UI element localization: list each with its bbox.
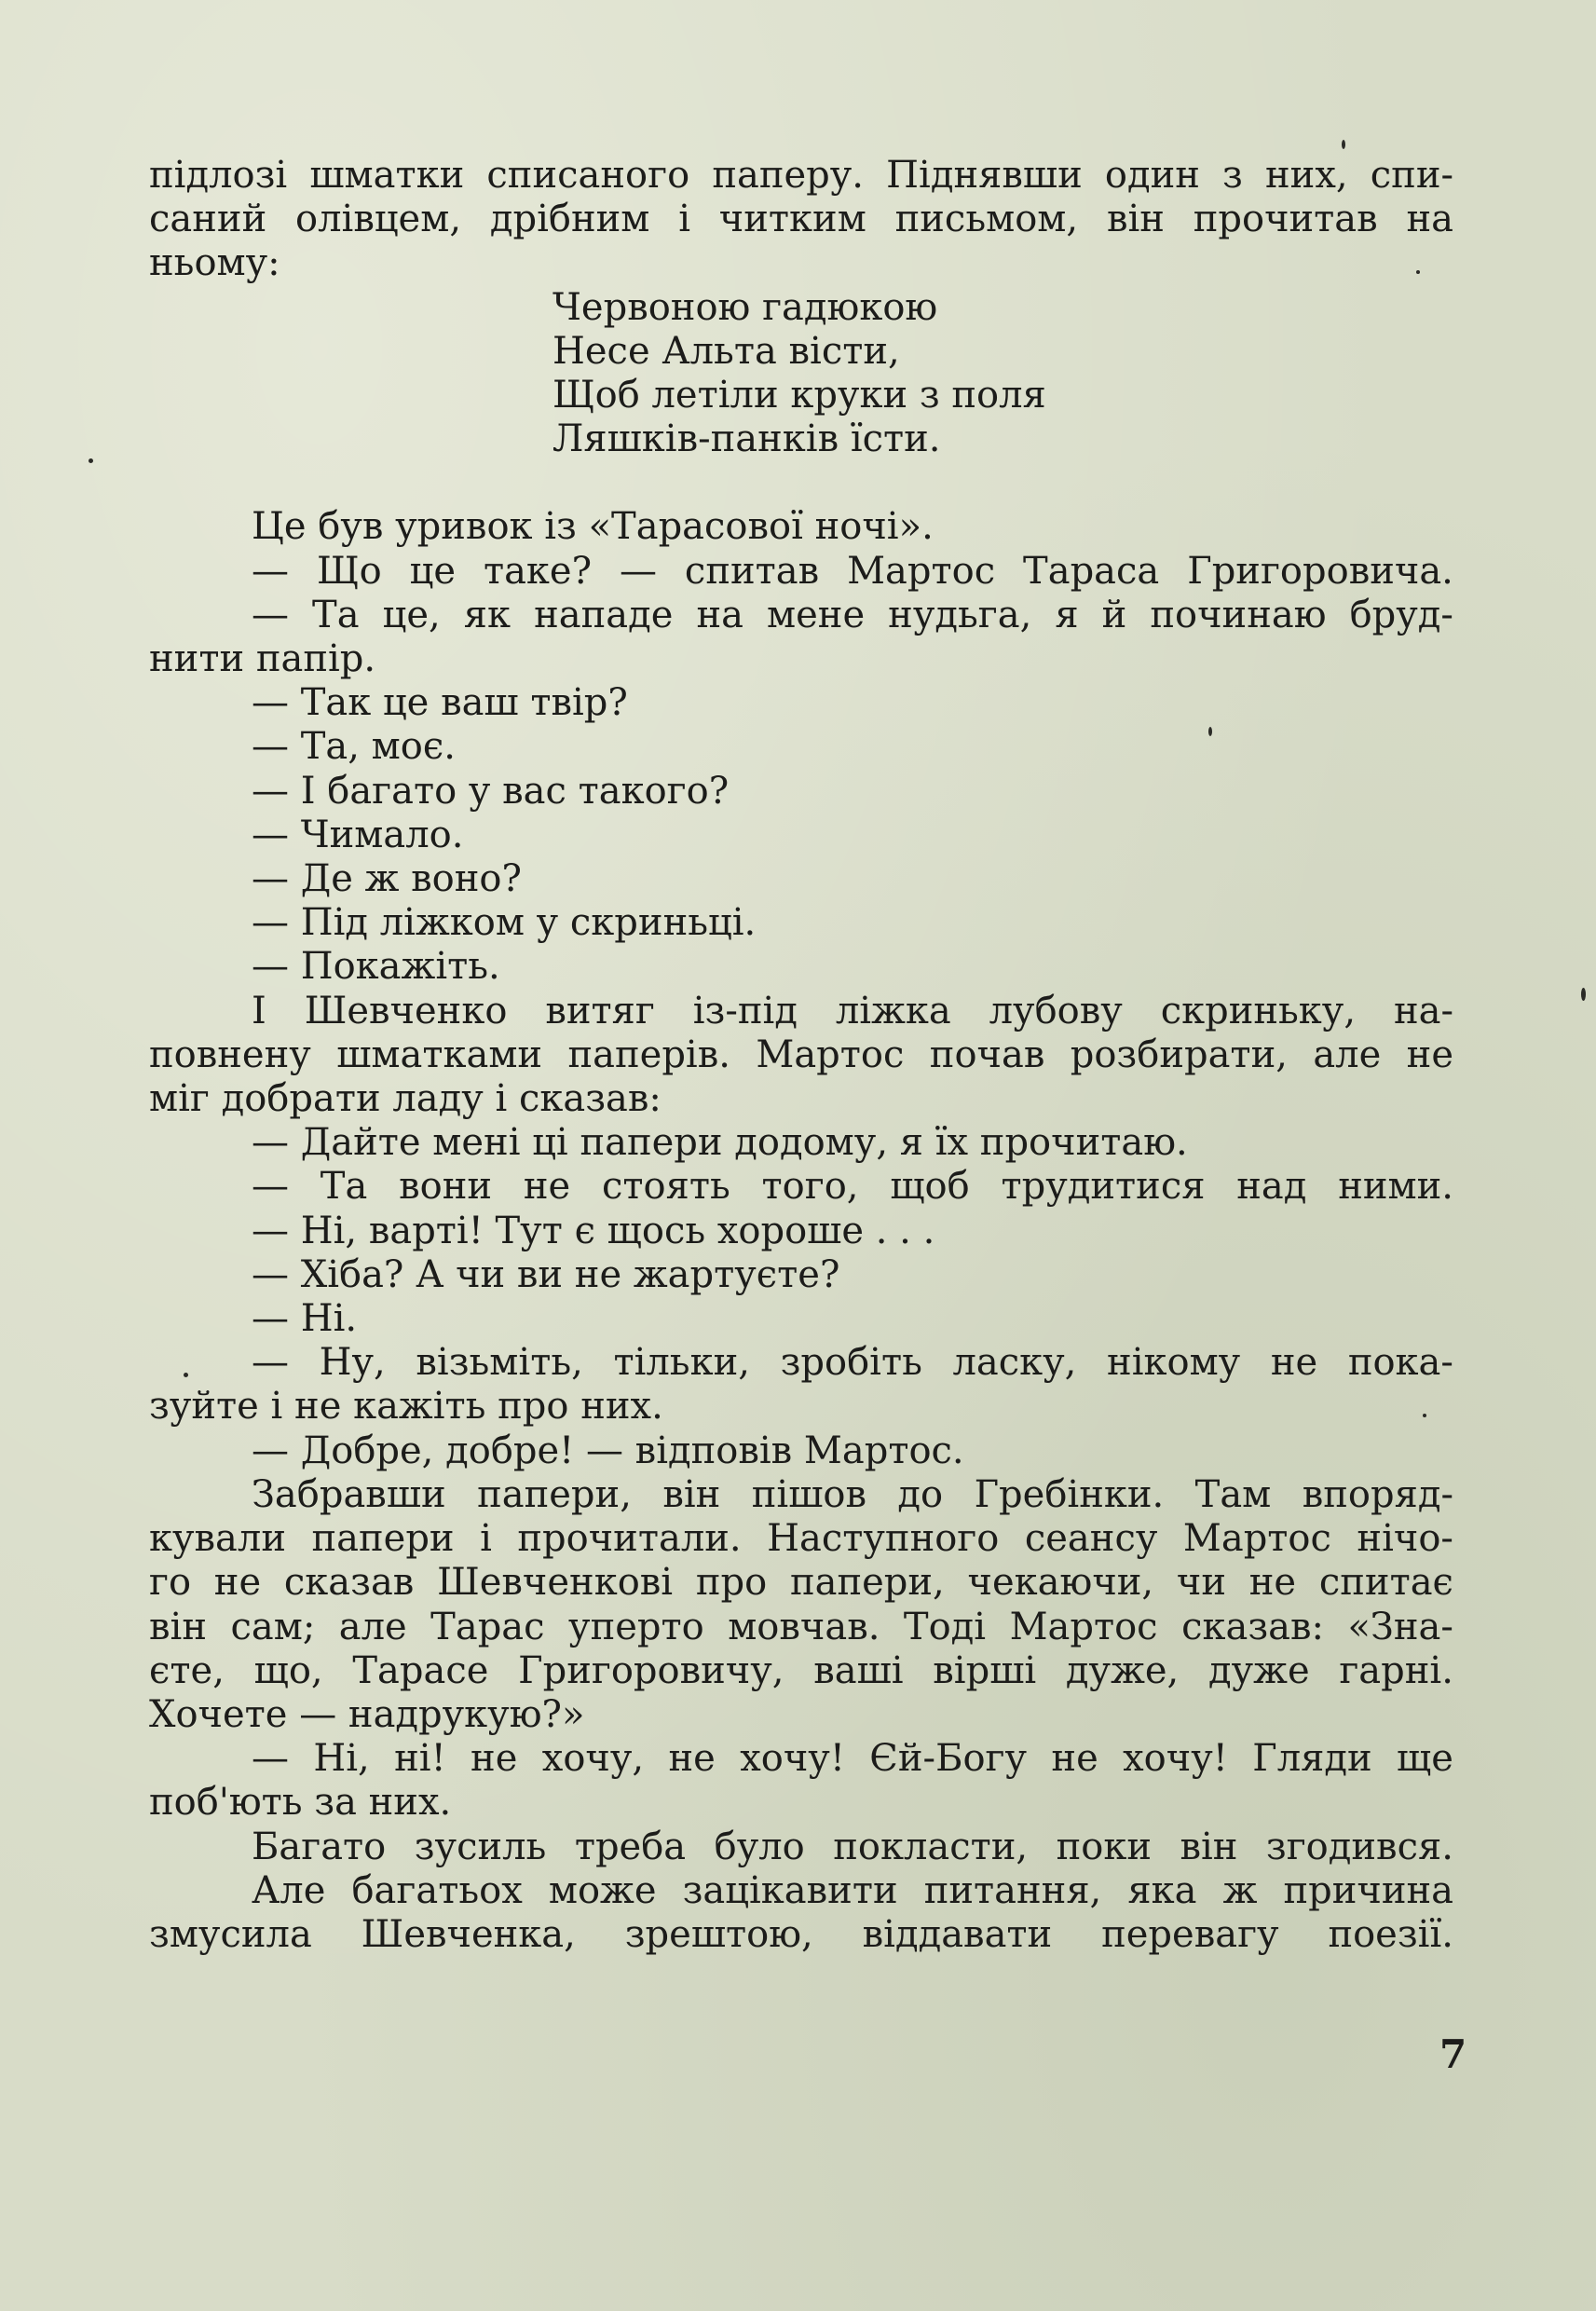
text-line: зуйте і не кажіть про них. xyxy=(149,1385,663,1429)
text-line: — Та, моє. xyxy=(252,725,456,769)
print-speck xyxy=(1342,140,1345,149)
verse-line: Щоб летіли круки з поля xyxy=(552,374,1046,417)
text-line: — Хіба? А чи ви не жартуєте? xyxy=(252,1252,840,1296)
text-line: Забравши папери, він пішов до Гребінки. Там впоряд- xyxy=(252,1472,1453,1516)
text-line: міг добрати ладу і сказав: xyxy=(149,1077,662,1121)
text-line: — Ні, варті! Тут є щось хороше . . . xyxy=(252,1209,935,1252)
page-number: 7 xyxy=(1439,2031,1467,2077)
print-speck xyxy=(1208,727,1212,736)
page-text xyxy=(149,154,1453,1957)
text-line: ньому: xyxy=(149,241,280,285)
verse-line: Ляшків-панків їсти. xyxy=(552,417,941,461)
text-line: — Що це таке? — спитав Мартос Тараса Григоровича. xyxy=(252,549,1453,593)
text-line: саний олівцем, дрібним і читким письмом, він прочитав на xyxy=(149,198,1453,241)
text-line: поб'ють за них. xyxy=(149,1781,452,1825)
print-speck xyxy=(1416,270,1420,274)
print-speck xyxy=(184,1373,188,1377)
text-line: — Та вони не стоять того, щоб трудитися над ними. xyxy=(252,1165,1453,1209)
text-line: Хочете — надрукую?» xyxy=(149,1692,585,1736)
text-line: — Добре, добре! — відповів Мартос. xyxy=(252,1429,964,1472)
text-line: єте, що, Тарасе Григоровичу, ваші вірші дуже, дуже гарні. xyxy=(149,1648,1453,1692)
text-line: — Під ліжком у скриньці. xyxy=(252,901,757,945)
verse-line: Червоною гадюкою xyxy=(552,285,938,329)
text-line: Це був уривок із «Тарасової ночі». xyxy=(252,505,934,549)
verse-quote xyxy=(149,286,1453,462)
text-line: І Шевченко витяг із-під ліжка лубову скриньку, на- xyxy=(252,989,1453,1032)
text-line: — Покажіть. xyxy=(252,945,500,989)
text-line: — Дайте мені ці папери додому, я їх прочитаю. xyxy=(252,1121,1188,1165)
text-line: кували папери і прочитали. Наступного сеансу Мартос нічо- xyxy=(149,1517,1453,1561)
text-line: — І багато у вас такого? xyxy=(252,769,730,813)
text-line: го не сказав Шевченкові про папери, чекаючи, чи не спитає xyxy=(149,1561,1453,1605)
text-line: Багато зусиль треба було покласти, поки він згодився. xyxy=(252,1825,1453,1868)
text-line: повнену шматками паперів. Мартос почав розбирати, але не xyxy=(149,1032,1453,1076)
text-line: — Ні. xyxy=(252,1297,358,1341)
text-line: — Так це ваш твір? xyxy=(252,681,628,725)
verse-gap xyxy=(149,461,1453,505)
text-line: — Та це, як нападе на мене нудьга, я й починаю бруд- xyxy=(252,593,1453,636)
text-line: підлозі шматки списаного паперу. Піднявши один з них, спи- xyxy=(149,154,1453,197)
text-line: він сам; але Тарас уперто мовчав. Тоді Мартос сказав: «Зна- xyxy=(149,1605,1453,1648)
text-line: — Чимало. xyxy=(252,813,464,856)
text-line: Але багатьох може зацікавити питання, яка ж причина xyxy=(252,1868,1453,1912)
print-speck xyxy=(1581,988,1586,1001)
text-line: — Де ж воно? xyxy=(252,857,522,901)
text-line: змусила Шевченка, зрештою, віддавати перевагу поезії. xyxy=(149,1912,1453,1956)
verse-line: Несе Альта вісти, xyxy=(552,329,900,373)
text-line: — Ну, візьміть, тільки, зробіть ласку, нікому не пока- xyxy=(252,1341,1453,1385)
text-line: — Ні, ні! не хочу, не хочу! Єй-Богу не хочу! Гляди ще xyxy=(252,1737,1453,1781)
text-line: нити папір. xyxy=(149,637,376,681)
print-speck xyxy=(1423,1414,1426,1417)
print-speck xyxy=(89,458,93,463)
